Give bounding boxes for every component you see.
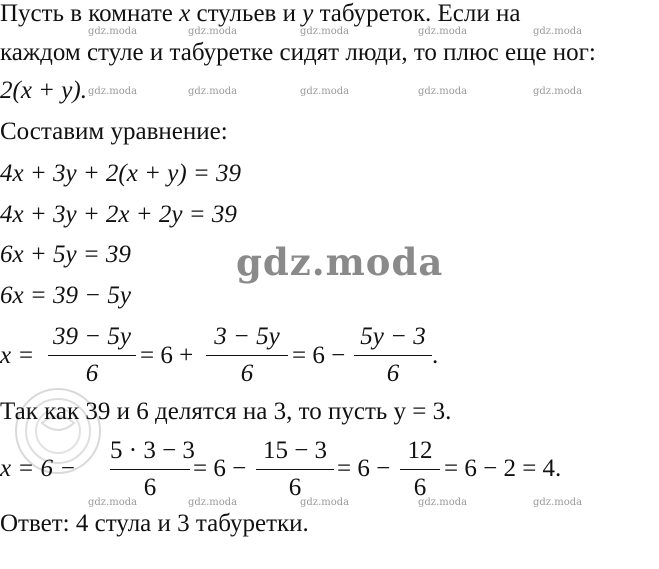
watermark-small: gdz.moda (418, 497, 468, 508)
equation-step-1: 4x + 3y + 2(x + y) = 39 (0, 160, 242, 187)
subst-eq2: = 6 − (337, 455, 391, 482)
watermark-small: gdz.moda (418, 86, 468, 97)
watermark-small: gdz.moda (418, 26, 468, 37)
fraction-2-denominator: 6 (240, 360, 254, 387)
fraction-2 (206, 322, 288, 389)
expr-x-eq1: = 6 + (140, 342, 194, 369)
equation-heading: Составим уравнение: (0, 118, 228, 145)
var-y: y (302, 0, 314, 27)
intro-text-b: стульев и (190, 0, 303, 27)
watermark-small: gdz.moda (533, 26, 583, 37)
fraction-3-numerator: 5y − 3 (360, 323, 426, 350)
watermark-small: gdz.moda (300, 86, 350, 97)
subst-eq1: = 6 − (193, 455, 247, 482)
fraction-3-denominator: 6 (386, 360, 400, 387)
fraction-3-bar (354, 355, 432, 356)
watermark-small: gdz.moda (88, 497, 138, 508)
subst-fraction-1-numerator: 5 · 3 − 3 (110, 437, 195, 464)
watermark-small: gdz.moda (188, 26, 238, 37)
subst-fraction-3-numerator: 12 (407, 437, 433, 464)
subst-fraction-2-bar (256, 469, 334, 470)
fraction-1-numerator: 39 − 5y (53, 323, 131, 350)
expr-x-eq2: = 6 − (292, 342, 346, 369)
subst-fraction-1-bar (110, 469, 190, 470)
fraction-1-denominator: 6 (85, 360, 99, 387)
intro-text-a: Пусть в комнате (0, 0, 180, 27)
var-x: x (179, 0, 191, 27)
subst-fraction-2-denominator: 6 (288, 474, 302, 501)
intro-line-1 (0, 0, 520, 29)
fraction-1 (48, 322, 136, 389)
watermark-small: gdz.moda (88, 26, 138, 37)
intro-text-c: табуреток. Если на (313, 0, 521, 27)
fraction-2-numerator: 3 − 5y (214, 323, 280, 350)
divisibility-note: Так как 39 и 6 делятся на 3, то пусть y = 3. (0, 398, 452, 425)
answer-text: Ответ: 4 стула и 3 табуретки. (0, 510, 309, 537)
equation-step-2: 4x + 3y + 2x + 2y = 39 (0, 201, 237, 228)
subst-fraction-2 (256, 436, 334, 503)
expr-x-lhs: x = (0, 342, 35, 369)
fraction-2-bar (206, 355, 288, 356)
watermark-small: gdz.moda (88, 86, 138, 97)
subst-tail: = 6 − 2 = 4. (444, 455, 562, 482)
watermark-small: gdz.moda (188, 86, 238, 97)
fraction-3 (354, 322, 432, 389)
intro-line-2: каждом стуле и табуретке сидят люди, то плюс еще ног: (0, 39, 596, 66)
equation-step-3: 6x + 5y = 39 (0, 241, 131, 268)
subst-fraction-3-bar (400, 469, 440, 470)
equation-step-4: 6x = 39 − 5y (0, 282, 131, 309)
subst-fraction-1 (110, 436, 195, 503)
subst-fraction-3-denominator: 6 (413, 474, 427, 501)
watermark-small: gdz.moda (300, 26, 350, 37)
subst-fraction-2-numerator: 15 − 3 (262, 437, 328, 464)
subst-fraction-1-denominator: 6 (143, 474, 157, 501)
watermark-small: gdz.moda (533, 497, 583, 508)
watermark-small: gdz.moda (188, 497, 238, 508)
subst-lhs: x = 6 − (0, 455, 77, 482)
watermark-logo: gdz.moda (236, 240, 444, 284)
subst-fraction-3 (400, 436, 440, 503)
expr-x-end: . (432, 342, 439, 369)
watermark-small: gdz.moda (300, 497, 350, 508)
intro-line-3: 2(x + y). (0, 77, 87, 104)
fraction-1-bar (48, 355, 136, 356)
watermark-small: gdz.moda (533, 86, 583, 97)
